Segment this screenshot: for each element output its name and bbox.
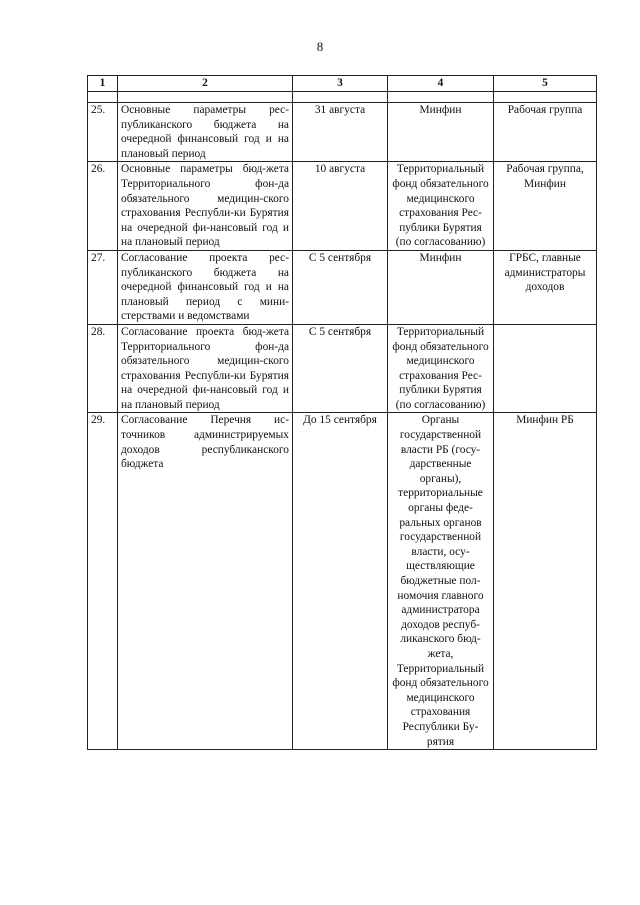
schedule-table (87, 75, 597, 750)
column-header: 3 (293, 76, 388, 92)
participants (494, 324, 597, 413)
column-header: 1 (88, 76, 118, 92)
event-date: С 5 сентября (293, 324, 388, 413)
column-header: 4 (388, 76, 494, 92)
table-row (88, 162, 597, 251)
spacer-row (88, 92, 597, 103)
participants: Рабочая группа (494, 103, 597, 162)
event-name: Основные параметры рес-публиканского бюджета на очередной финансовый год и на плановый период (118, 103, 293, 162)
event-name: Основные параметры бюд-жета Территориального фон-да обязательного медицин-ского страхования Республи-ки Бурятия на очередной фи-нансовый год и на плановый период (118, 162, 293, 251)
participants: Рабочая группа, Минфин (494, 162, 597, 251)
table-row (88, 103, 597, 162)
column-header: 5 (494, 76, 597, 92)
event-date: До 15 сентября (293, 413, 388, 750)
responsible-party: Территориальный фонд обязательного медицинского страхования Рес-публики Бурятия (по согласованию) (388, 162, 494, 251)
table-header-row (88, 76, 597, 92)
responsible-party: Минфин (388, 103, 494, 162)
table-row (88, 413, 597, 750)
event-date: 10 августа (293, 162, 388, 251)
column-header: 2 (118, 76, 293, 92)
row-number: 25. (88, 103, 118, 162)
participants: Минфин РБ (494, 413, 597, 750)
row-number: 27. (88, 250, 118, 324)
row-number: 29. (88, 413, 118, 750)
responsible-party: Территориальный фонд обязательного медицинского страхования Рес-публики Бурятия (по согласованию) (388, 324, 494, 413)
responsible-party: Минфин (388, 250, 494, 324)
event-name: Согласование проекта бюд-жета Территориального фон-да обязательного медицин-ского страхования Республи-ки Бурятия на очередной фи-нансовый год и на плановый период (118, 324, 293, 413)
event-date: С 5 сентября (293, 250, 388, 324)
row-number: 26. (88, 162, 118, 251)
responsible-party: Органы государственной власти РБ (госу-дарственные органы), территориальные органы феде-ральных органов государственной власти, осу-ществляющие бюджетные пол-номочия главного администратора доходов респуб-ликанского бюд-жета, Территориальный фонд обязательного медицинского страхования Республики Бу-рятия (388, 413, 494, 750)
table-row (88, 250, 597, 324)
participants: ГРБС, главные администраторы доходов (494, 250, 597, 324)
event-name: Согласование проекта рес-публиканского бюджета на очередной финансовый год и на плановый период с мини-стерствами и ведомствами (118, 250, 293, 324)
event-name: Согласование Перечня ис-точников администрируемых доходов республиканского бюджета (118, 413, 293, 750)
row-number: 28. (88, 324, 118, 413)
table-row (88, 324, 597, 413)
page-number: 8 (316, 39, 324, 54)
event-date: 31 августа (293, 103, 388, 162)
